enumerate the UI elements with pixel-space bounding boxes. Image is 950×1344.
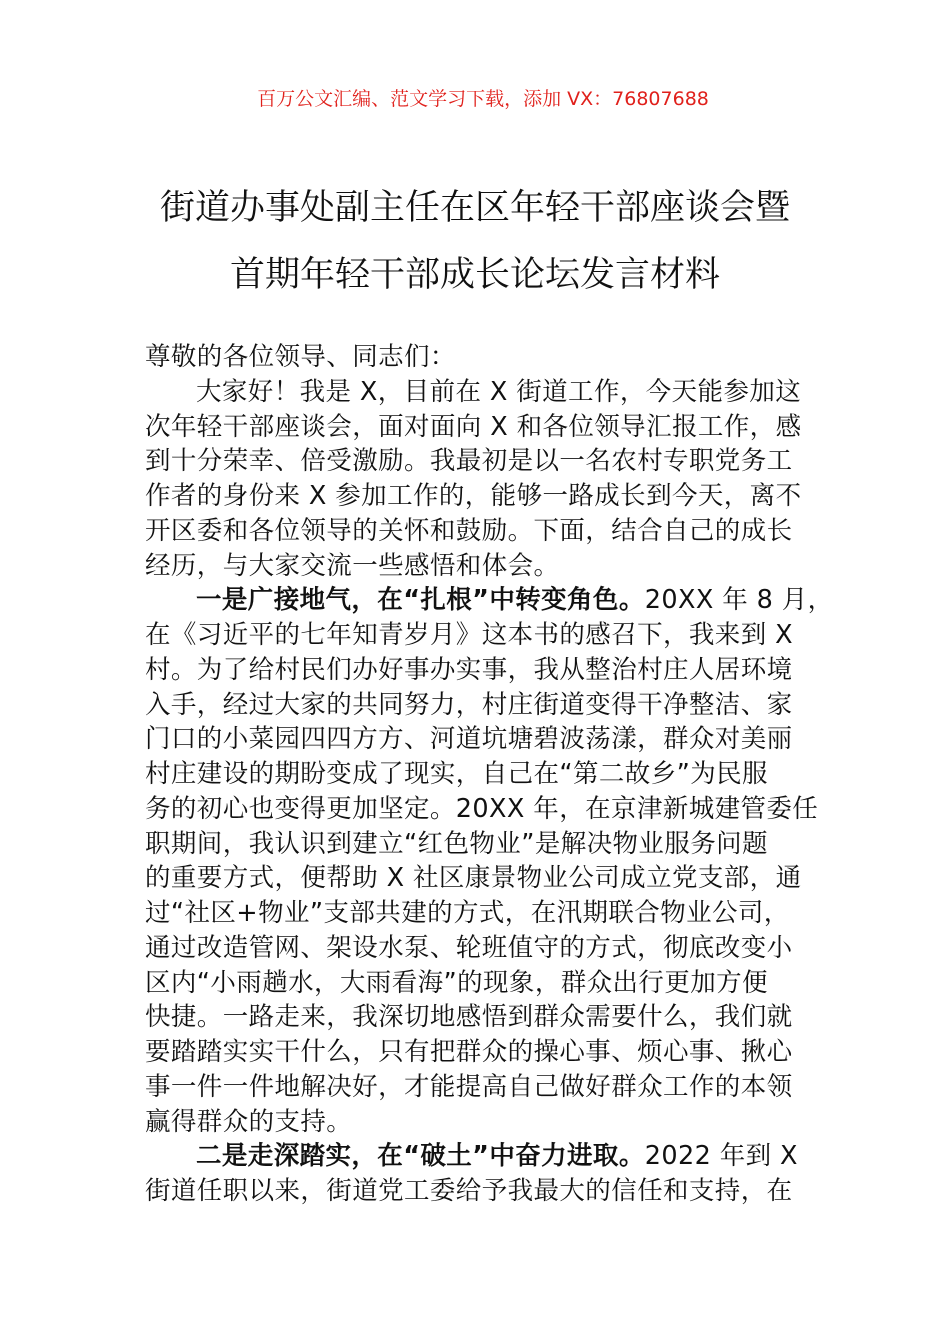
body-text-line bbox=[145, 966, 845, 1001]
line-text: 职期间，我认识到建立“红色物业”是解决物业服务问题 bbox=[145, 828, 768, 859]
body-text-line bbox=[145, 514, 845, 549]
line-text: 的重要方式，便帮助 X 社区康景物业公司成立党支部，通 bbox=[145, 863, 802, 894]
section-heading: 一是广接地气，在“扎根”中转变角色。 bbox=[196, 585, 645, 616]
line-text: 开区委和各位领导的关怀和鼓励。下面，结合自己的成长 bbox=[145, 515, 793, 546]
line-text: 2022 年到 X bbox=[644, 1141, 798, 1172]
line-text: 次年轻干部座谈会，面对面向 X 和各位领导汇报工作，感 bbox=[145, 411, 802, 442]
document-body bbox=[145, 340, 845, 1209]
body-text-line bbox=[145, 827, 845, 862]
watermark-banner: 百万公文汇编、范文学习下载，添加 VX：76807688 bbox=[257, 88, 709, 110]
line-text: 经历，与大家交流一些感悟和体会。 bbox=[145, 550, 560, 581]
line-text: 快捷。一路走来，我深切地感悟到群众需要什么，我们就 bbox=[145, 1002, 793, 1033]
line-text: 村。为了给村民们办好事办实事，我从整治村庄人居环境 bbox=[145, 654, 793, 685]
body-text-line bbox=[145, 757, 845, 792]
body-text-line bbox=[145, 375, 845, 410]
body-text-line bbox=[145, 583, 845, 618]
line-text: 街道任职以来，街道党工委给予我最大的信任和支持，在 bbox=[145, 1176, 793, 1206]
body-text-line bbox=[145, 722, 845, 757]
line-text: 20XX 年 8 月， bbox=[644, 585, 834, 616]
body-text-line bbox=[145, 340, 845, 375]
line-text: 要踏踏实实干什么，只有把群众的操心事、烦心事、揪心 bbox=[145, 1037, 793, 1067]
body-text-line bbox=[145, 1139, 845, 1174]
body-text-line bbox=[145, 688, 845, 723]
body-text-line bbox=[145, 479, 845, 514]
document-title-line-1: 街道办事处副主任在区年轻干部座谈会暨 bbox=[159, 188, 790, 228]
line-text: 务的初心也变得更加坚定。20XX 年，在京津新城建管委任 bbox=[145, 793, 819, 824]
body-text-line bbox=[145, 1000, 845, 1035]
line-text: 过“社区+物业”支部共建的方式，在汛期联合物业公司， bbox=[145, 898, 790, 928]
body-text-line bbox=[145, 792, 845, 827]
line-text: 在《习近平的七年知青岁月》这本书的感召下，我来到 X bbox=[145, 620, 793, 650]
line-text: 尊敬的各位领导、同志们： bbox=[145, 342, 456, 372]
body-text-line bbox=[145, 410, 845, 445]
line-text: 到十分荣幸、倍受激励。我最初是以一名农村专职党务工 bbox=[145, 446, 793, 477]
line-text: 村庄建设的期盼变成了现实，自己在“第二故乡”为民服 bbox=[145, 759, 768, 789]
line-text: 区内“小雨趟水，大雨看海”的现象，群众出行更加方便 bbox=[145, 967, 768, 998]
body-text-line bbox=[145, 1105, 845, 1140]
body-text-line bbox=[145, 1070, 845, 1105]
body-text-line bbox=[145, 1035, 845, 1070]
body-text-line bbox=[145, 1174, 845, 1209]
line-text: 大家好！我是 X，目前在 X 街道工作，今天能参加这 bbox=[196, 376, 802, 407]
line-text: 通过改造管网、架设水泵、轮班值守的方式，彻底改变小 bbox=[145, 932, 793, 963]
body-text-line bbox=[145, 861, 845, 896]
document-title-line-2: 首期年轻干部成长论坛发言材料 bbox=[229, 255, 720, 295]
body-text-line bbox=[145, 618, 845, 653]
body-text-line bbox=[145, 931, 845, 966]
body-text-line bbox=[145, 896, 845, 931]
body-text-line bbox=[145, 549, 845, 584]
section-heading: 二是走深踏实，在“破土”中奋力进取。 bbox=[196, 1141, 645, 1172]
line-text: 事一件一件地解决好，才能提高自己做好群众工作的本领 bbox=[145, 1071, 793, 1102]
line-text: 作者的身份来 X 参加工作的，能够一路成长到今天，离不 bbox=[145, 481, 802, 511]
body-text-line bbox=[145, 653, 845, 688]
line-text: 门口的小菜园四四方方、河道坑塘碧波荡漾，群众对美丽 bbox=[145, 724, 793, 755]
line-text: 入手，经过大家的共同努力，村庄街道变得干净整洁、家 bbox=[145, 689, 793, 720]
line-text: 赢得群众的支持。 bbox=[145, 1106, 353, 1137]
body-text-line bbox=[145, 444, 845, 479]
